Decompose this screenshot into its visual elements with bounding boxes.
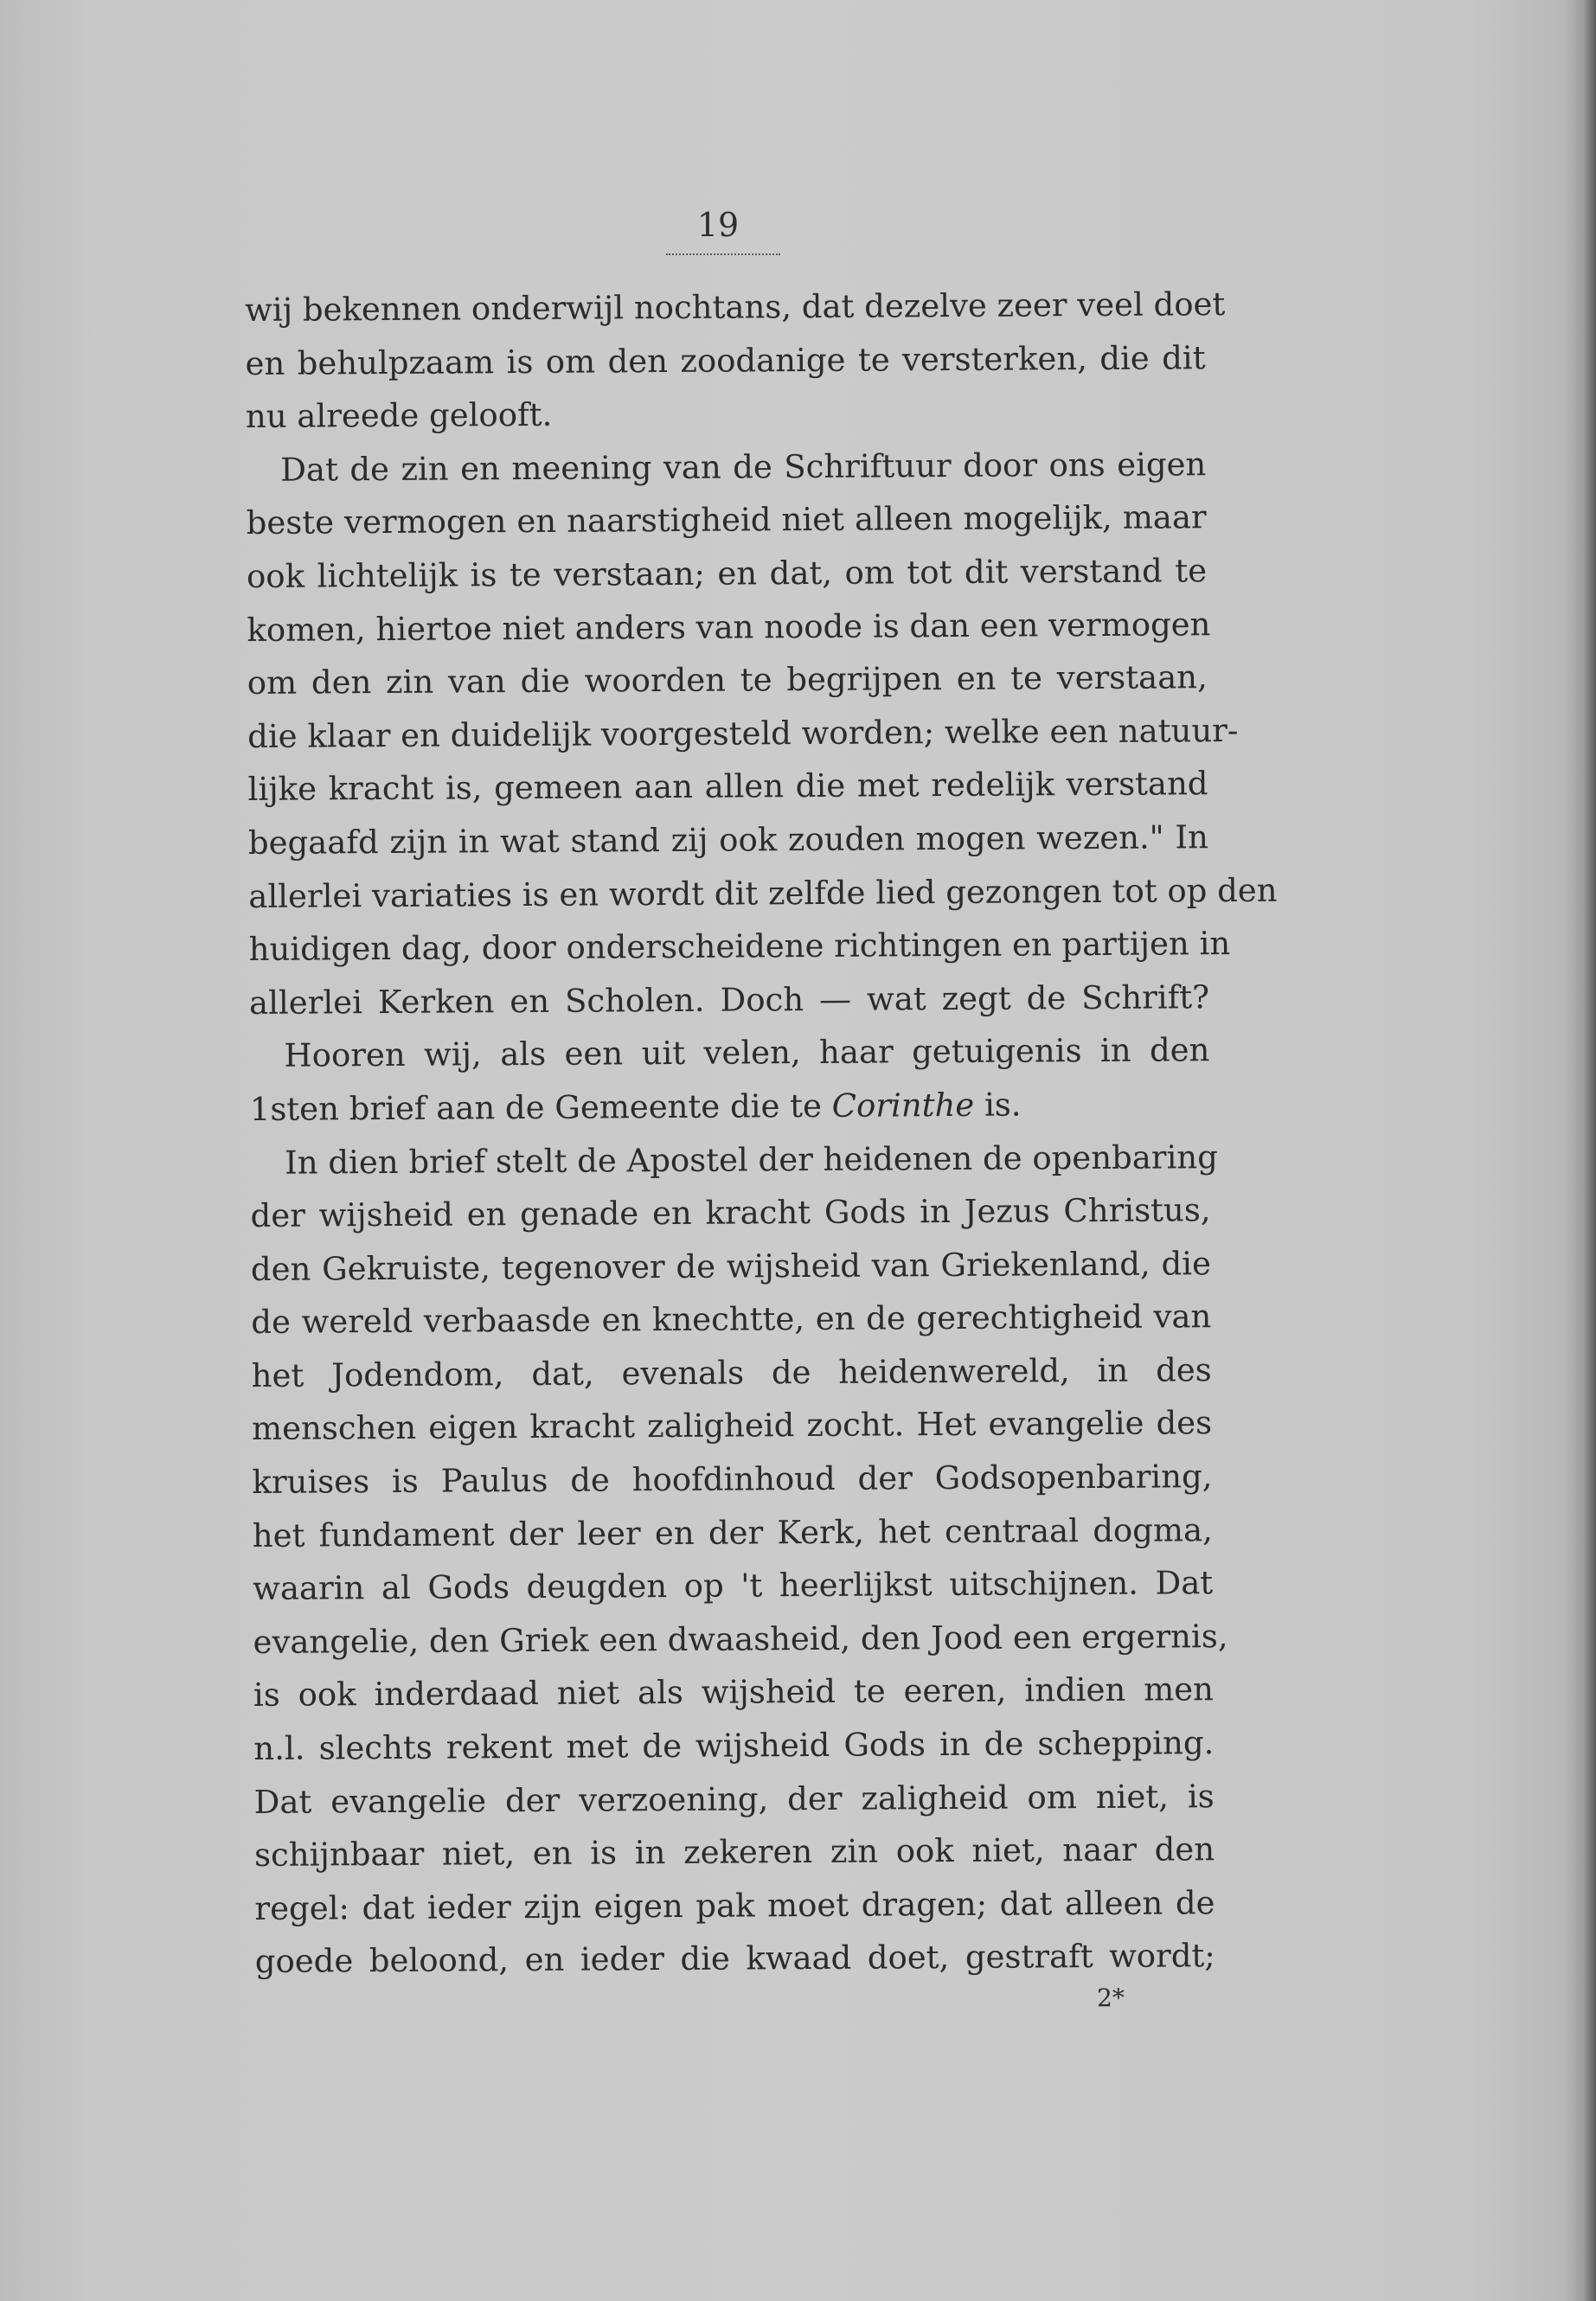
place-name-italic: Corinthe (831, 1086, 975, 1125)
text-line: ook lichtelijk is te verstaan; en dat, om tot dit verstand te (246, 552, 1208, 595)
text-line: evangelie, den Griek een dwaasheid, den Jood een ergernis, (253, 1617, 1228, 1661)
text-line: goede beloond, en ieder die kwaad doet, gestraft wordt; (254, 1937, 1215, 1981)
text-line: kruises is Paulus de hoofdinhoud der Godsopenbaring, (252, 1458, 1213, 1502)
text-line: Dat evangelie der verzoening, der zaligheid om niet, is (253, 1777, 1215, 1821)
text-line: regel: dat ieder zijn eigen pak moet dragen; dat alleen de (254, 1883, 1215, 1927)
text-line: n.l. slechts rekent met de wijsheid Gods in de schepping. (253, 1724, 1215, 1767)
text-line: begaafd zijn in wat stand zij ook zouden mogen wezen." In (247, 818, 1209, 862)
page-number-rule (666, 253, 780, 255)
text-line: allerlei Kerken en Scholen. Doch — wat zegt de Schrift? (248, 977, 1210, 1022)
text-line: huidigen dag, door onderscheidene richtingen en partijen in (248, 925, 1231, 969)
body-text (245, 278, 1278, 1989)
text-line: Dat de zin en meening van de Schriftuur door ons eigen (280, 445, 1207, 489)
text-segment: is. (984, 1086, 1022, 1124)
text-line: beste vermogen en naarstigheid niet alleen mogelijk, maar (246, 498, 1207, 542)
text-line (250, 1077, 1210, 1136)
text-line: het fundament der leer en der Kerk, het centraal dogma, (252, 1510, 1213, 1554)
text-line: is ook inderdaad niet als wijsheid te eeren, indien men (253, 1670, 1215, 1715)
text-line: allerlei variaties is en wordt dit zelfde lied gezongen tot op den (248, 871, 1278, 915)
page-number: 19 (696, 206, 740, 244)
text-line: het Jodendom, dat, evenals de heidenwereld, in des (251, 1351, 1212, 1394)
text-line: lijke kracht is, gemeen aan allen die met redelijk verstand (247, 765, 1208, 809)
text-line: om den zin van die woorden te begrijpen en te verstaan, (247, 658, 1208, 702)
signature-mark: 2* (1097, 1984, 1125, 2012)
text-line: waarin al Gods deugden op 't heerlijkst uitschijnen. Dat (253, 1564, 1214, 1608)
text-segment: 1sten brief aan de Gemeente die te (249, 1086, 823, 1128)
text-line: den Gekruiste, tegenover de wijsheid van Griekenland, die (250, 1244, 1212, 1288)
text-line: menschen eigen kracht zaligheid zocht. Het evangelie des (251, 1404, 1213, 1448)
text-line: der wijsheid en genade en kracht Gods in Jezus Christus, (250, 1191, 1211, 1235)
text-line: wij bekennen onderwijl nochtans, dat dezelve zeer veel doet (245, 285, 1226, 329)
text-line: de wereld verbaasde en knechtte, en de gerechtigheid van (251, 1298, 1212, 1342)
text-line: en behulpzaam is om den zoodanige te versterken, die dit (245, 338, 1206, 382)
text-line: In dien brief stelt de Apostel der heidenen de openbaring (285, 1138, 1218, 1182)
text-line: Hooren wij, als een uit velen, haar getuigenis in den (284, 1031, 1210, 1075)
text-line: nu alreede gelooft. (245, 396, 553, 436)
text-line: komen, hiertoe niet anders van noode is dan een vermogen (247, 605, 1211, 649)
scan-edge (1584, 0, 1596, 2301)
text-line: schijnbaar niet, en is in zekeren zin ook niet, naar den (253, 1830, 1215, 1875)
text-line: die klaar en duidelijk voorgesteld worden; welke een natuur- (247, 711, 1239, 755)
